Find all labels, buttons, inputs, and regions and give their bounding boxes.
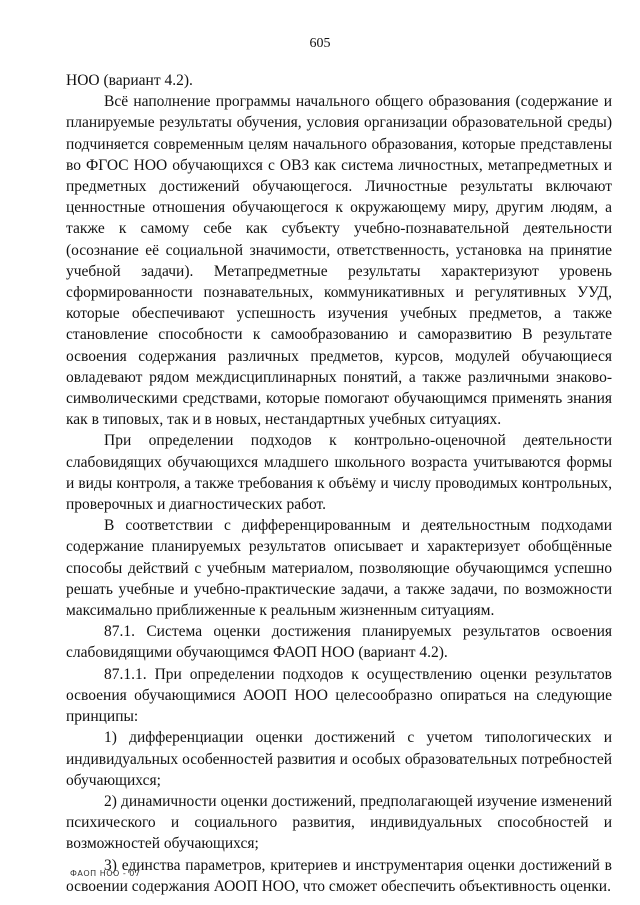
list-item: 1) дифференциации оценки достижений с учетом типологических и индивидуальных особенностей развития и особых образовательных потребностей обучающихся;: [66, 729, 612, 789]
footer-document-code: ФАОП НОО - 07: [70, 869, 141, 878]
body-text: [66, 70, 612, 897]
paragraph: При определении подходов к контрольно-оценочной деятельности слабовидящих обучающихся младшего школьного возраста учитываются формы и виды контроля, а также требования к объёму и числу проводимых контрольных, проверочных и диагностических работ.: [66, 432, 612, 514]
list-item: 3) единства параметров, критериев и инструментария оценки достижений в освоении содержания АООП НОО, что сможет обеспечить объективность оценки.: [66, 856, 612, 895]
paragraph: В соответствии с дифференцированным и деятельностным подходами содержание планируемых результатов описывает и характеризует обобщённые способы действий с учебным материалом, позволяющие обучающимся успешно решать учебные и учебно-практические задачи, а также задачи, по возможности максимально приближенные к реальным жизненным ситуациям.: [66, 517, 612, 620]
paragraph: Всё наполнение программы начального общего образования (содержание и планируемые результаты обучения, условия организации образовательной среды) подчиняется современным целям начального образования, которые представлены во ФГОС НОО обучающихся с ОВЗ как система личностных, метапредметных и предметных достижений обучающегося. Личностные результаты включают ценностные отношения обучающегося к окружающему миру, другим людям, а также к самому себе как субъекту учебно-познавательной деятельности (осознание её социальной значимости, ответственность, установка на принятие учебной задачи). Метапредметные результаты характеризуют уровень сформированности познавательных, коммуникативных и регулятивных УУД, которые обеспечивают успешность изучения учебных предметов, а также становление способности к самообразованию и саморазвитию В результате освоения содержания различных предметов, курсов, модулей обучающиеся овладевают рядом междисциплинарных понятий, а также различными знаково-символическими средствами, которые помогают обучающимся применять знания как в типовых, так и в новых, нестандартных учебных ситуациях.: [66, 93, 612, 429]
paragraph-continuation: НОО (вариант 4.2).: [66, 72, 193, 89]
list-item: 2) динамичности оценки достижений, предполагающей изучение изменений психического и социального развития, индивидуальных способностей и возможностей обучающихся;: [66, 792, 612, 853]
section-heading-87-1: 87.1. Система оценки достижения планируемых результатов освоения слабовидящими обучающимся ФАОП НОО (вариант 4.2).: [66, 623, 612, 662]
section-heading-87-1-1: 87.1.1. При определении подходов к осуществлению оценки результатов освоения обучающимися АООП НОО целесообразно опираться на следующие принципы:: [66, 665, 612, 726]
page-number: 605: [309, 36, 331, 51]
